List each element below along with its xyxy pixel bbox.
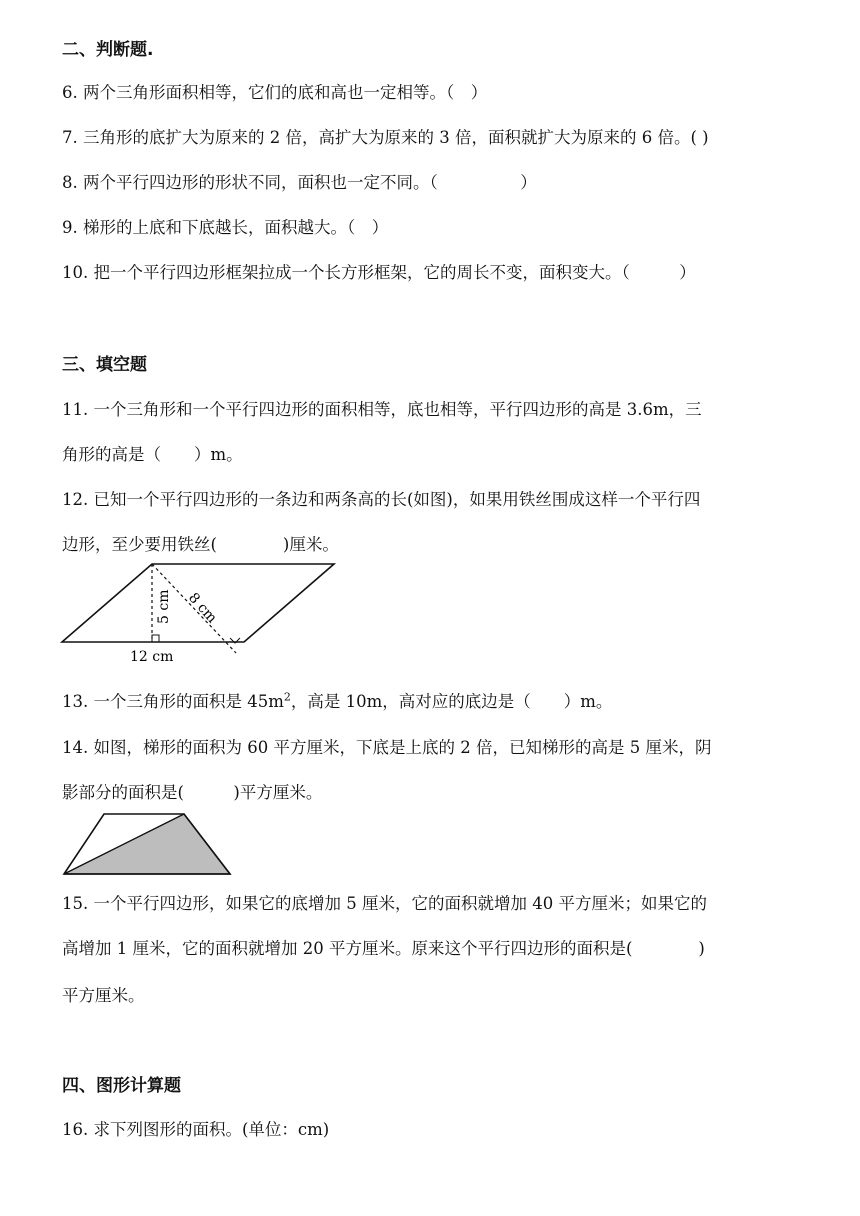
label-12cm: 12 cm: [130, 649, 174, 665]
question-6: 6. 两个三角形面积相等，它们的底和高也一定相等。（ ）: [62, 83, 488, 102]
shaded-triangle: [64, 814, 230, 874]
parallelogram-figure: [58, 556, 348, 668]
question-15-line-1: 15. 一个平行四边形，如果它的底增加 5 厘米，它的面积就增加 40 平方厘米；如果它的: [62, 894, 707, 913]
question-12-line-1: 12. 已知一个平行四边形的一条边和两条高的长(如图)，如果用铁丝围成这样一个平行四: [62, 490, 701, 509]
question-14-line-2: 影部分的面积是( )平方厘米。: [62, 783, 323, 802]
question-9: 9. 梯形的上底和下底越长，面积越大。（ ）: [62, 218, 389, 237]
section-4-heading: 四、图形计算题: [62, 1076, 181, 1096]
question-13-text-post: ，高是 10m，高对应的底边是（ ）m。: [290, 692, 613, 711]
right-angle-mark: [152, 635, 159, 642]
question-7: 7. 三角形的底扩大为原来的 2 倍，高扩大为原来的 3 倍，面积就扩大为原来的 6 倍。( ): [62, 128, 709, 147]
question-11-line-2: 角形的高是（ ）m。: [62, 445, 243, 464]
question-8: 8. 两个平行四边形的形状不同，面积也一定不同。（ ）: [62, 173, 537, 192]
label-5cm: 5 cm: [156, 589, 172, 624]
question-10: 10. 把一个平行四边形框架拉成一个长方形框架，它的周长不变，面积变大。（ ）: [62, 263, 696, 282]
section-3-heading: 三、填空题: [62, 355, 147, 375]
question-16: 16. 求下列图形的面积。(单位：cm): [62, 1120, 330, 1139]
question-12-line-2: 边形，至少要用铁丝( )厘米。: [62, 535, 339, 554]
question-15-line-3: 平方厘米。: [62, 986, 145, 1005]
question-14-line-1: 14. 如图，梯形的面积为 60 平方厘米，下底是上底的 2 倍，已知梯形的高是 5 厘米，阴: [62, 738, 712, 757]
question-13-superscript: 2: [283, 690, 291, 704]
question-13: [62, 688, 612, 712]
trapezoid-figure: [58, 808, 234, 880]
question-11-line-1: 11. 一个三角形和一个平行四边形的面积相等，底也相等，平行四边形的高是 3.6m，三: [62, 400, 702, 419]
label-8cm: 8 cm: [185, 589, 220, 627]
question-15-line-2: 高增加 1 厘米，它的面积就增加 20 平方厘米。原来这个平行四边形的面积是( ): [62, 939, 705, 958]
question-13-text-pre: 13. 一个三角形的面积是 45m: [62, 692, 284, 711]
section-2-heading: 二、判断题.: [62, 40, 154, 60]
